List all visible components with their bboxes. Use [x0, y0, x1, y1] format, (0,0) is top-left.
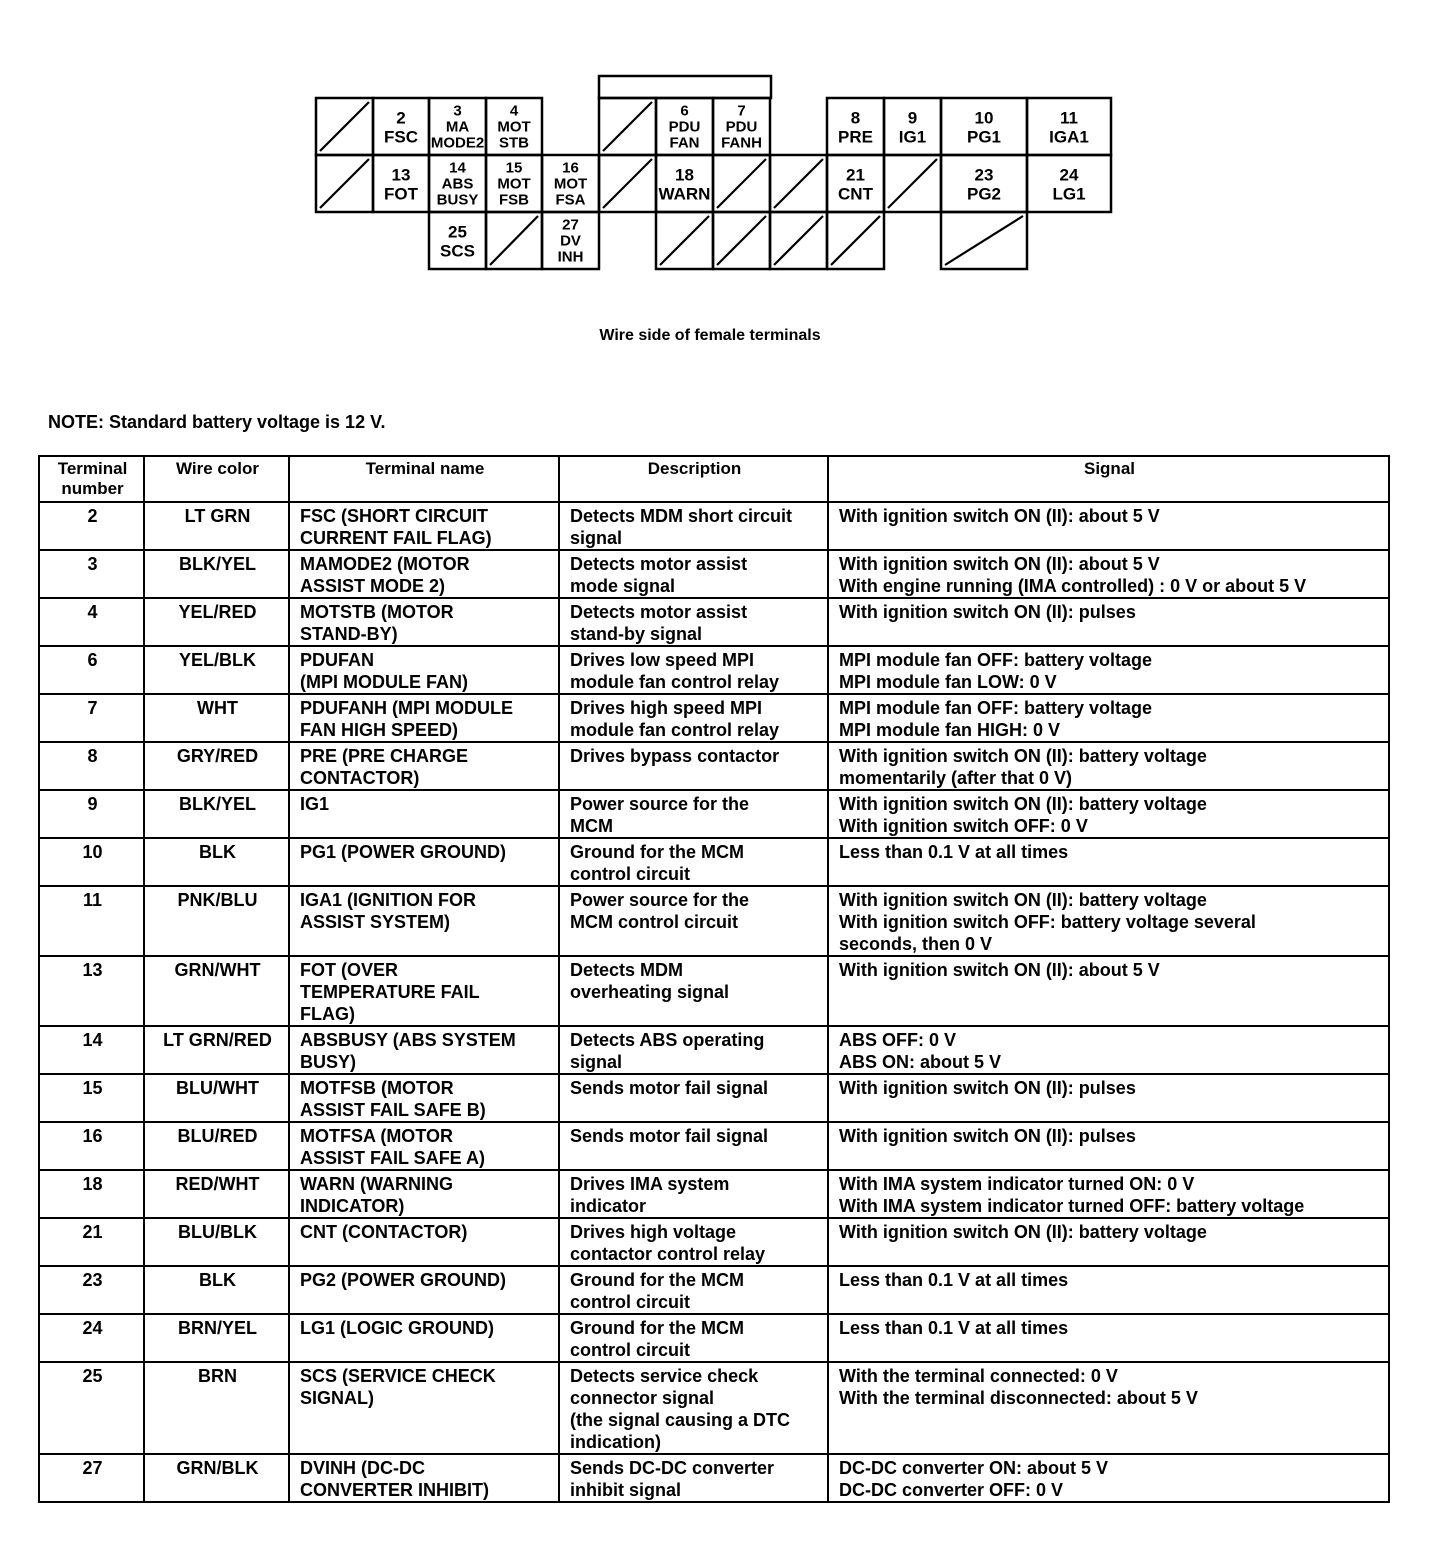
terminal-label: PRE [838, 127, 873, 147]
cell-wire-color: GRY/RED [144, 742, 289, 790]
table-row [39, 1074, 1389, 1122]
blank-terminal-cell [827, 212, 884, 269]
terminal-label: IG1 [898, 127, 927, 147]
header-terminal-name: Terminal name [289, 456, 559, 502]
terminal-cell-6 [656, 98, 713, 155]
terminal-label: MOT [553, 175, 588, 193]
table-row [39, 956, 1389, 1026]
terminal-label: PG1 [966, 127, 1002, 147]
cell-terminal-number: 21 [39, 1218, 144, 1266]
cell-terminal-number: 16 [39, 1122, 144, 1170]
terminal-number: 16 [562, 159, 579, 177]
cell-terminal-name: FOT (OVER TEMPERATURE FAIL FLAG) [289, 956, 559, 1026]
table-row [39, 1314, 1389, 1362]
cell-terminal-number: 24 [39, 1314, 144, 1362]
blank-terminal-cell [770, 155, 827, 212]
header-terminal-number: Terminal number [39, 456, 144, 502]
terminal-cell-4 [486, 98, 542, 155]
cell-description: Drives bypass contactor [559, 742, 828, 790]
terminal-cell-18 [656, 155, 713, 212]
cell-terminal-name: PDUFANH (MPI MODULE FAN HIGH SPEED) [289, 694, 559, 742]
terminal-label: ABS [441, 175, 474, 193]
blank-terminal-cell [316, 155, 373, 212]
terminal-number: 15 [505, 159, 523, 177]
cell-description: Sends motor fail signal [559, 1122, 828, 1170]
cell-wire-color: LT GRN [144, 502, 289, 550]
terminal-cell-13 [373, 155, 429, 212]
cell-terminal-name: ABSBUSY (ABS SYSTEM BUSY) [289, 1026, 559, 1074]
blank-terminal-cell [316, 98, 373, 155]
cell-terminal-number: 18 [39, 1170, 144, 1218]
terminal-number: 10 [974, 108, 994, 128]
terminal-number: 14 [449, 159, 466, 177]
cell-wire-color: BLK [144, 1266, 289, 1314]
cell-terminal-number: 25 [39, 1362, 144, 1454]
terminal-number: 25 [448, 222, 467, 242]
cell-description: Power source for the MCM control circuit [559, 886, 828, 956]
terminal-label: PDU [725, 118, 758, 136]
cell-terminal-number: 8 [39, 742, 144, 790]
cell-terminal-name: IG1 [289, 790, 559, 838]
cell-terminal-name: MOTFSB (MOTOR ASSIST FAIL SAFE B) [289, 1074, 559, 1122]
terminal-cell-7 [713, 98, 770, 155]
blank-terminal-cell [941, 212, 1027, 269]
battery-voltage-note: NOTE: Standard battery voltage is 12 V. [48, 412, 386, 432]
cell-wire-color: BLK/YEL [144, 790, 289, 838]
terminal-label: SCS [440, 241, 475, 261]
cell-terminal-number: 14 [39, 1026, 144, 1074]
cell-description: Drives IMA system indicator [559, 1170, 828, 1218]
cell-description: Detects service check connector signal (the signal causing a DTC indication) [559, 1362, 828, 1454]
terminal-label: INH [557, 248, 584, 266]
terminal-label: BUSY [436, 191, 479, 209]
header-description: Description [559, 456, 828, 502]
cell-wire-color: BLU/RED [144, 1122, 289, 1170]
terminal-label: WARN [658, 184, 711, 204]
cell-terminal-name: MOTFSA (MOTOR ASSIST FAIL SAFE A) [289, 1122, 559, 1170]
terminal-label: PDU [668, 118, 701, 136]
table-row [39, 838, 1389, 886]
cell-wire-color: YEL/BLK [144, 646, 289, 694]
cell-terminal-number: 4 [39, 598, 144, 646]
cell-signal: With ignition switch ON (II): pulses [828, 1122, 1389, 1170]
terminal-number: 21 [846, 165, 865, 185]
table-row [39, 1122, 1389, 1170]
terminal-label: MA [445, 118, 470, 136]
connector-lock-tab [599, 76, 771, 98]
cell-wire-color: BLU/BLK [144, 1218, 289, 1266]
table-row [39, 742, 1389, 790]
cell-terminal-name: PDUFAN (MPI MODULE FAN) [289, 646, 559, 694]
cell-wire-color: YEL/RED [144, 598, 289, 646]
table-header-row [39, 456, 1389, 502]
terminal-number: 3 [453, 102, 462, 120]
terminal-label: FAN [669, 134, 700, 152]
cell-wire-color: LT GRN/RED [144, 1026, 289, 1074]
terminal-label: STB [499, 134, 529, 152]
cell-terminal-number: 13 [39, 956, 144, 1026]
cell-signal: With IMA system indicator turned ON: 0 V With IMA system indicator turned OFF: battery voltage [828, 1170, 1389, 1218]
cell-terminal-name: PRE (PRE CHARGE CONTACTOR) [289, 742, 559, 790]
cell-signal: With ignition switch ON (II): about 5 V [828, 956, 1389, 1026]
cell-terminal-number: 9 [39, 790, 144, 838]
table-row [39, 1170, 1389, 1218]
table-row [39, 598, 1389, 646]
connector-diagram [0, 0, 1456, 300]
cell-wire-color: GRN/BLK [144, 1454, 289, 1502]
table-row [39, 1026, 1389, 1074]
cell-signal: Less than 0.1 V at all times [828, 1314, 1389, 1362]
cell-signal: With ignition switch ON (II): about 5 V [828, 502, 1389, 550]
terminal-label: MOT [497, 175, 531, 193]
table-row [39, 1454, 1389, 1502]
terminal-table [38, 455, 1390, 1503]
table-row [39, 550, 1389, 598]
blank-terminal-cell [713, 212, 770, 269]
blank-terminal-cell [656, 212, 713, 269]
cell-terminal-number: 2 [39, 502, 144, 550]
cell-description: Ground for the MCM control circuit [559, 838, 828, 886]
terminal-cell-16 [542, 155, 599, 212]
terminal-cell-2 [373, 98, 429, 155]
blank-terminal-cell [599, 98, 656, 155]
cell-description: Detects motor assist mode signal [559, 550, 828, 598]
cell-terminal-name: SCS (SERVICE CHECK SIGNAL) [289, 1362, 559, 1454]
cell-terminal-number: 6 [39, 646, 144, 694]
connector-housing [599, 76, 771, 98]
cell-signal: MPI module fan OFF: battery voltage MPI module fan LOW: 0 V [828, 646, 1389, 694]
cell-signal: With the terminal connected: 0 V With the terminal disconnected: about 5 V [828, 1362, 1389, 1454]
terminal-cell-9 [884, 98, 941, 155]
terminal-number: 6 [680, 102, 689, 120]
cell-wire-color: BRN/YEL [144, 1314, 289, 1362]
terminal-number: 13 [391, 165, 411, 185]
blank-terminal-cell [599, 155, 656, 212]
cell-wire-color: BLU/WHT [144, 1074, 289, 1122]
terminal-cell-27 [542, 212, 599, 269]
terminal-number: 2 [396, 108, 406, 128]
terminal-number: 18 [675, 165, 694, 185]
terminal-label: CNT [838, 184, 873, 204]
cell-description: Sends DC-DC converter inhibit signal [559, 1454, 828, 1502]
table-row [39, 1266, 1389, 1314]
cell-wire-color: GRN/WHT [144, 956, 289, 1026]
cell-signal: With ignition switch ON (II): pulses [828, 598, 1389, 646]
terminal-number: 27 [562, 216, 579, 234]
cell-description: Ground for the MCM control circuit [559, 1266, 828, 1314]
terminal-cell-21 [827, 155, 884, 212]
table-row [39, 646, 1389, 694]
cell-terminal-number: 23 [39, 1266, 144, 1314]
header-signal: Signal [828, 456, 1389, 502]
blank-terminal-cell [486, 212, 542, 269]
cell-description: Ground for the MCM control circuit [559, 1314, 828, 1362]
table-row [39, 790, 1389, 838]
terminal-cell-25 [429, 212, 486, 269]
terminal-label: PG2 [966, 184, 1002, 204]
terminal-number: 11 [1060, 108, 1078, 128]
cell-wire-color: PNK/BLU [144, 886, 289, 956]
terminal-cell-8 [827, 98, 884, 155]
cell-terminal-name: MOTSTB (MOTOR STAND-BY) [289, 598, 559, 646]
cell-terminal-name: WARN (WARNING INDICATOR) [289, 1170, 559, 1218]
table-row [39, 886, 1389, 956]
cell-wire-color: RED/WHT [144, 1170, 289, 1218]
cell-description: Drives low speed MPI module fan control relay [559, 646, 828, 694]
cell-wire-color: BLK [144, 838, 289, 886]
blank-terminal-cell [713, 155, 770, 212]
terminal-label: FANH [721, 134, 762, 152]
table-row [39, 1218, 1389, 1266]
cell-terminal-name: PG1 (POWER GROUND) [289, 838, 559, 886]
terminal-cell-24 [1027, 155, 1111, 212]
terminal-label: MOT [497, 118, 531, 136]
cell-description: Detects motor assist stand-by signal [559, 598, 828, 646]
cell-signal: ABS OFF: 0 V ABS ON: about 5 V [828, 1026, 1389, 1074]
cell-wire-color: BLK/YEL [144, 550, 289, 598]
table-row [39, 1362, 1389, 1454]
terminal-cell-10 [941, 98, 1027, 155]
cell-signal: With ignition switch ON (II): pulses [828, 1074, 1389, 1122]
cell-signal: With ignition switch ON (II): battery voltage momentarily (after that 0 V) [828, 742, 1389, 790]
terminal-number: 24 [1059, 165, 1079, 185]
terminal-number: 4 [509, 102, 519, 120]
table-row [39, 694, 1389, 742]
cell-signal: With ignition switch ON (II): battery voltage With ignition switch OFF: 0 V [828, 790, 1389, 838]
terminal-label: IGA1 [1049, 127, 1089, 147]
cell-terminal-name: FSC (SHORT CIRCUIT CURRENT FAIL FLAG) [289, 502, 559, 550]
cell-description: Detects MDM overheating signal [559, 956, 828, 1026]
cell-terminal-name: IGA1 (IGNITION FOR ASSIST SYSTEM) [289, 886, 559, 956]
cell-description: Power source for the MCM [559, 790, 828, 838]
cell-description: Sends motor fail signal [559, 1074, 828, 1122]
blank-terminal-cell [884, 155, 941, 212]
cell-description: Drives high voltage contactor control relay [559, 1218, 828, 1266]
terminal-label: FOT [384, 184, 418, 204]
cell-wire-color: BRN [144, 1362, 289, 1454]
cell-terminal-number: 7 [39, 694, 144, 742]
terminal-label: MODE2 [430, 134, 485, 152]
terminal-label: LG1 [1052, 184, 1086, 204]
terminal-number: 8 [850, 108, 861, 128]
header-wire-color: Wire color [144, 456, 289, 502]
cell-terminal-number: 10 [39, 838, 144, 886]
terminal-cell-15 [486, 155, 542, 212]
cell-signal: With ignition switch ON (II): about 5 V With engine running (IMA controlled) : 0 V or about 5 V [828, 550, 1389, 598]
cell-terminal-number: 3 [39, 550, 144, 598]
cell-terminal-name: LG1 (LOGIC GROUND) [289, 1314, 559, 1362]
cell-terminal-number: 15 [39, 1074, 144, 1122]
cell-terminal-number: 27 [39, 1454, 144, 1502]
terminal-cell-14 [429, 155, 486, 212]
cell-signal: With ignition switch ON (II): battery voltage [828, 1218, 1389, 1266]
cell-terminal-number: 11 [39, 886, 144, 956]
cell-terminal-name: DVINH (DC-DC CONVERTER INHIBIT) [289, 1454, 559, 1502]
terminal-label: FSB [499, 191, 529, 209]
terminal-label: FSC [384, 127, 418, 147]
terminal-number: 9 [907, 108, 918, 128]
terminal-label: FSA [555, 191, 586, 209]
cell-wire-color: WHT [144, 694, 289, 742]
cell-description: Drives high speed MPI module fan control relay [559, 694, 828, 742]
terminal-cell-3 [429, 98, 486, 155]
cell-signal: With ignition switch ON (II): battery voltage With ignition switch OFF: battery voltage several seconds, then 0 V [828, 886, 1389, 956]
cell-description: Detects ABS operating signal [559, 1026, 828, 1074]
cell-terminal-name: CNT (CONTACTOR) [289, 1218, 559, 1266]
cell-signal: DC-DC converter ON: about 5 V DC-DC converter OFF: 0 V [828, 1454, 1389, 1502]
connector-caption: Wire side of female terminals [599, 327, 821, 344]
cell-terminal-name: PG2 (POWER GROUND) [289, 1266, 559, 1314]
cell-description: Detects MDM short circuit signal [559, 502, 828, 550]
terminal-number: 23 [974, 165, 994, 185]
terminal-cell-23 [941, 155, 1027, 212]
blank-terminal-cell [770, 212, 827, 269]
terminal-cell-11 [1027, 98, 1111, 155]
terminal-number: 7 [737, 102, 746, 120]
cell-signal: MPI module fan OFF: battery voltage MPI module fan HIGH: 0 V [828, 694, 1389, 742]
cell-signal: Less than 0.1 V at all times [828, 838, 1389, 886]
terminal-label: DV [560, 232, 581, 250]
cell-signal: Less than 0.1 V at all times [828, 1266, 1389, 1314]
cell-terminal-name: MAMODE2 (MOTOR ASSIST MODE 2) [289, 550, 559, 598]
table-row [39, 502, 1389, 550]
